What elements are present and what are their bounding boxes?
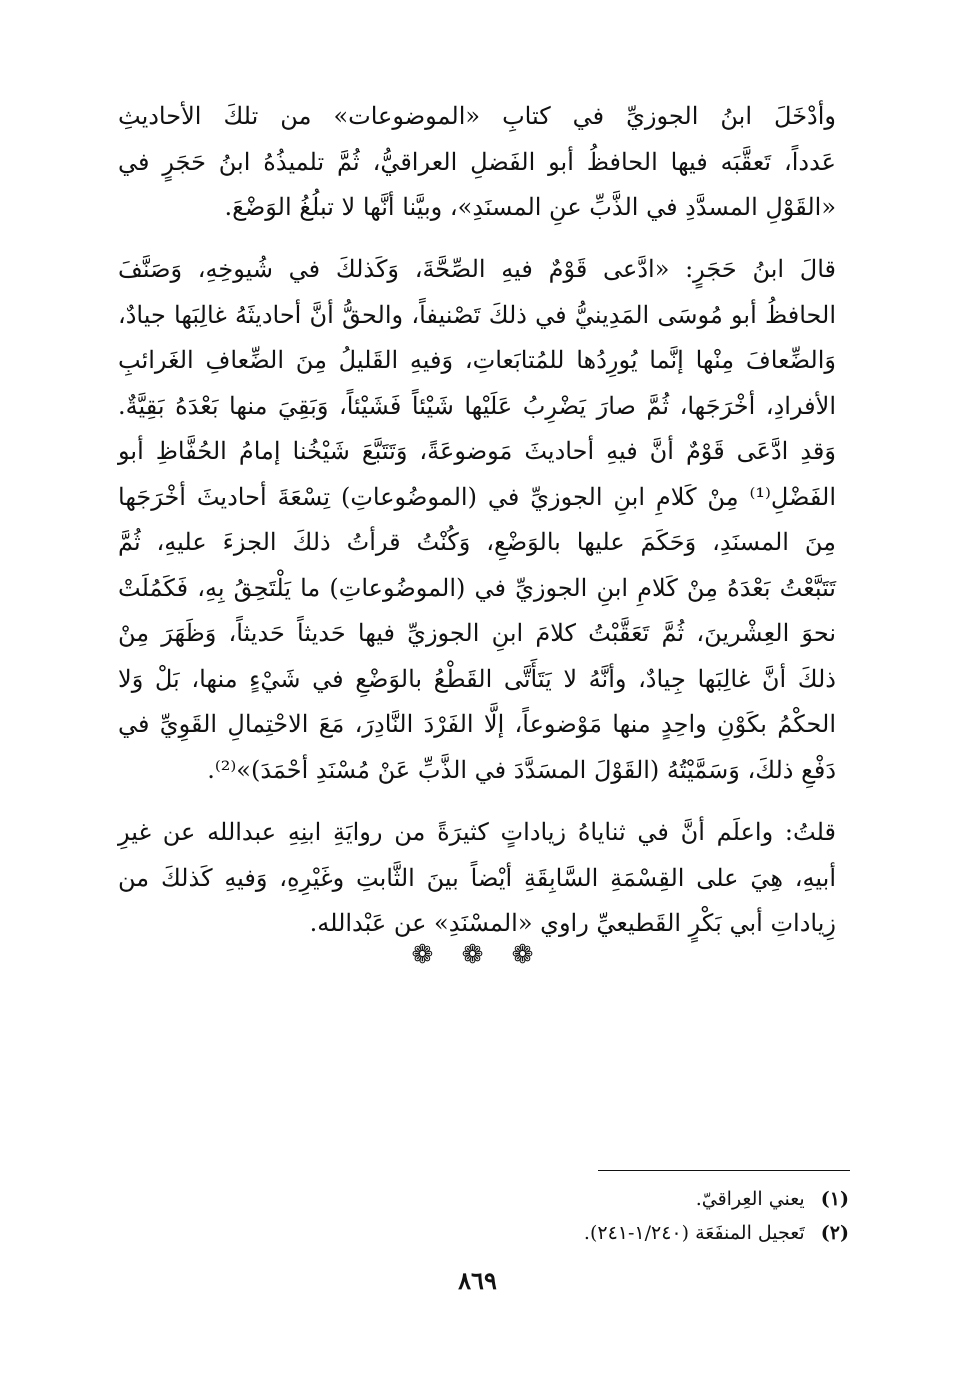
paragraph-3 <box>118 810 836 947</box>
paragraph-1 <box>118 94 836 231</box>
text-line: قالَ ابنُ حَجَرٍ: «ادَّعى قَوْمٌ فيهِ الصِّحَّةَ، وَكَذلكَ في شُيوخِهِ، وَصَنَّفَ <box>118 255 836 283</box>
text-line: وَالضِّعافَ مِنْها إنَّما يُورِدُها للمُتابَعاتِ، وَفيهِ القَليلُ مِنَ الضِّعافِ الغَرائبِ <box>118 346 836 374</box>
footnote-text: يعني العِراقيّ. <box>695 1188 805 1210</box>
text-line: الحافظُ أبو مُوسَى المَدِينيُّ في ذلكَ تَصْنيفاً، والحقُّ أنَّ أحاديثَهُ غالِبَها جيادٌ، <box>118 300 836 329</box>
page-number: ٨٦٩ <box>458 1266 497 1295</box>
text-line: تَتَبَّعْتُ بَعْدَهُ مِنْ كَلامِ ابنِ الجوزيِّ في (الموضُوعاتِ) ما يَلْتَحِقُ بِهِ، فَكَمُلَتْ <box>118 573 836 602</box>
text-line: الفَضْلِ⁽¹⁾ مِنْ كَلامِ ابنِ الجوزيِّ في (الموضُوعاتِ) تِسْعَةَ أحاديثَ أخْرَجَها <box>118 482 836 511</box>
text-line: نحوَ العِشْرينَ، ثُمَّ تَعَقَّبْتُ كلامَ ابنِ الجوزيِّ فيها حَديثاً حَديثاً، وَظَهَرَ مِنْ <box>118 619 836 647</box>
footnote-1 <box>449 1182 849 1216</box>
text-line: الحكْمُ بكَوْنِ واحِدٍ منها مَوْضوعاً، إلَّا الفَرْدَ النَّادِرَ، مَعَ الاحْتِمالِ القَوِيِّ في <box>118 710 836 738</box>
text-line: وأدْخَلَ ابنُ الجوزيِّ في كتابِ «الموضوعات» من تلكَ الأحاديثِ <box>118 102 836 130</box>
footnote-separator <box>598 1170 850 1171</box>
footnote-text: تَعجيل المنفَعَة (١/٢٤٠-٢٤١). <box>583 1222 805 1244</box>
text-line: مِنَ المسنَدِ، وَحَكَمَ عليها بالوَضْعِ، وَكُنْتُ قرأتُ ذلكَ الجزءَ عليهِ، ثُمَّ <box>118 528 836 556</box>
section-divider-ornament: ❁ ❁ ❁ <box>411 940 544 970</box>
text-line: الأفرادِ، أخْرَجَها، ثُمَّ صارَ يَضْرِبُ عَلَيْها شَيْئاً فَشَيْئاً، وَبَقِيَ منها بَعْدَهُ بَقِيَّةٌ. <box>118 391 836 420</box>
text-line: «القَوْلِ المسدَّدِ في الذَّبِّ عنِ المسنَدِ»، وبيَّنا أنَّها لا تبلُغُ الوَضْعَ. <box>224 193 836 221</box>
text-line: أبيهِ، هِيَ على القِسْمَةِ السَّابِقَةِ أيْضاً بينَ الثَّابتِ وغَيْرِهِ، وَفيهِ كَذلكَ من <box>118 863 836 892</box>
footnote-number: (٢) <box>820 1222 849 1244</box>
footnotes <box>449 1182 849 1250</box>
paragraph-2-quote <box>118 247 836 793</box>
text-line: قلتُ: واعلَم أنَّ في ثناياهُ زياداتٍ كثيرَةً من روايَةِ ابنِهِ عبدالله عن غيرِ <box>118 818 836 846</box>
text-line: ذلكَ أنَّ غالِبَها جِيادٌ، وأنَّهُ لا يَتَأَتَّى القَطْعُ بالوَضْعِ في شَيْءٍ منها، بَلْ وَلا <box>118 664 836 693</box>
text-line: زِياداتِ أبي بَكْرٍ القَطيعيِّ راوي «المسْنَدِ» عن عَبْدالله. <box>309 909 836 937</box>
text-line: عَدداً، تَعقَّبَه فيها الحافظُ أبو الفَضلِ العراقيُّ، ثُمَّ تلميذُهُ ابنُ حَجَرٍ في <box>118 147 836 176</box>
footnote-2 <box>449 1216 849 1250</box>
footnote-number: (١) <box>820 1188 849 1210</box>
text-line: دَفْعِ ذلكَ، وَسَمَّيْتُهُ (القَوْلَ المسَدَّدَ في الذَّبِّ عَنْ مُسْنَدِ أحْمَدَ)»⁽²⁾. <box>207 755 836 784</box>
text-line: وَقدِ ادَّعَى قَوْمٌ أنَّ فيهِ أحاديثَ مَوضوعَةً، وَتَتَبَّعَ شَيْخُنا إمامُ الحُفَّاظِ أبو <box>118 437 836 465</box>
